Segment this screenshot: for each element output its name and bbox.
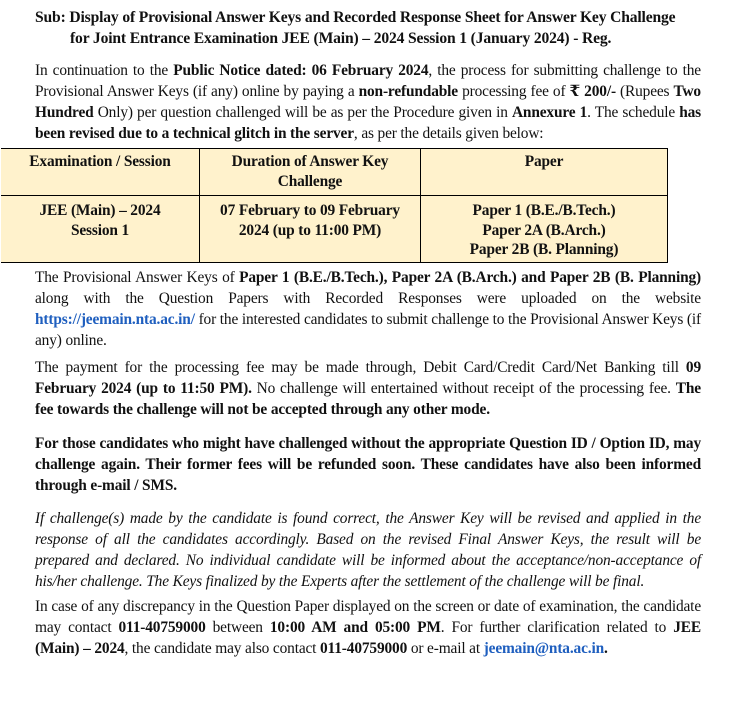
payment-mode-warning: The fee towards the challenge will not be accepted through any other mode.	[35, 379, 701, 418]
paper-item: Paper 2B (B. Planning)	[469, 241, 619, 258]
fee-amount: ₹ 200/-	[569, 83, 616, 100]
subject-line-2: for Joint Entrance Examination JEE (Main) – 2024 Session 1 (January 2024) - Reg.	[70, 30, 612, 47]
paragraph-text: along with the Question Papers with Recorded Responses were uploaded on the website	[35, 289, 701, 307]
schedule-table-header	[1, 149, 668, 196]
paragraph-text: between	[205, 618, 270, 636]
refund-notice: For those candidates who might have challenged without the appropriate Question ID / Option ID, may challenge again. Their former fees will be refunded soon. These candidates have also been informed through e-mail / SMS.	[35, 434, 701, 494]
intro-text: . The schedule	[587, 104, 680, 121]
contact-hours: 10:00 AM and 05:00 PM	[269, 618, 441, 636]
paragraph-text: or e-mail at	[407, 639, 484, 657]
contact-phone: 011-40759000	[118, 618, 206, 636]
email-link[interactable]: jeemain@nta.ac.in	[483, 639, 605, 657]
exam-session: Session 1	[70, 221, 130, 239]
intro-text: , as per the details given below:	[353, 125, 544, 142]
cell-paper	[421, 196, 668, 263]
contact-phone: 011-40759000	[320, 639, 408, 657]
provisional-keys-paragraph	[35, 267, 701, 351]
paragraph-text: , the candidate may also contact	[124, 639, 321, 657]
paragraph-text: for the interested candidates to submit challenge to the Provisional Answer Keys (if any) online.	[35, 310, 701, 349]
website-link[interactable]: https://jeemain.nta.ac.in/	[35, 310, 195, 328]
paragraph-end: .	[604, 639, 608, 657]
paragraph-text: No challenge will entertained without receipt of the processing fee.	[251, 379, 676, 397]
duration-line: 07 February to 09 February	[220, 202, 400, 219]
papers-list: Paper 1 (B.E./B.Tech.), Paper 2A (B.Arch.) and Paper 2B (B. Planning)	[239, 268, 701, 286]
paper-item: Paper 1 (B.E./B.Tech.)	[472, 202, 616, 219]
header-duration: Duration of Answer Key Challenge	[200, 149, 421, 196]
cell-duration	[200, 196, 421, 263]
fee-words: Two Hundred	[35, 83, 701, 121]
annexure-ref: Annexure 1	[511, 104, 588, 121]
header-paper: Paper	[421, 149, 668, 196]
paragraph-text: . For further clarification related to	[440, 618, 674, 636]
final-keys-notice: If challenge(s) made by the candidate is found correct, the Answer Key will be revised and applied in the response of all the candidates accordingly. Based on the revised Final Answer Keys, the result will be prepared and declared. No individual candidate will be informed about the acceptance/non-acceptance of his/her challenge. The Keys finalized by the Experts after the settlement of the challenge will be final.	[35, 509, 701, 590]
duration-line: 2024 (up to 11:00 PM)	[238, 221, 382, 239]
header-examination-session: Examination / Session	[1, 149, 200, 196]
payment-paragraph	[35, 357, 701, 420]
contact-paragraph	[35, 596, 701, 659]
intro-paragraph	[35, 60, 701, 144]
revision-reason: has been revised due to a technical glitch in the server	[35, 104, 702, 142]
intro-text: , the process for submitting challenge to the Provisional Answer Keys (if any) online by paying a	[35, 62, 701, 100]
paragraph-text: The Provisional Answer Keys of	[35, 268, 240, 286]
intro-text: (Rupees	[615, 83, 674, 100]
table-row	[1, 196, 668, 263]
public-notice-date: Public Notice dated: 06 February 2024	[173, 62, 429, 79]
subject-line-1: Sub: Display of Provisional Answer Keys and Recorded Response Sheet for Answer Key Challenge	[35, 9, 676, 26]
paper-item: Paper 2A (B.Arch.)	[482, 221, 606, 239]
exam-name-ref: JEE (Main) – 2024	[35, 618, 701, 657]
paragraph-text: The payment for the processing fee may be made through, Debit Card/Credit Card/Net Banking till	[35, 358, 686, 376]
cell-examination-session	[1, 196, 200, 263]
intro-text: processing fee of	[457, 83, 570, 100]
notice-subject	[35, 0, 725, 49]
payment-deadline: 09 February 2024 (up to 11:50 PM).	[35, 358, 701, 397]
intro-text: Only) per question challenged will be as per the Procedure given in	[93, 104, 512, 121]
paragraph-text: In case of any discrepancy in the Question Paper displayed on the screen or date of examination, the candidate may contact	[35, 597, 701, 636]
intro-text: In continuation to the	[35, 62, 174, 79]
exam-name: JEE (Main) – 2024	[39, 202, 161, 219]
non-refundable-label: non-refundable	[358, 83, 458, 100]
schedule-table	[1, 148, 668, 263]
